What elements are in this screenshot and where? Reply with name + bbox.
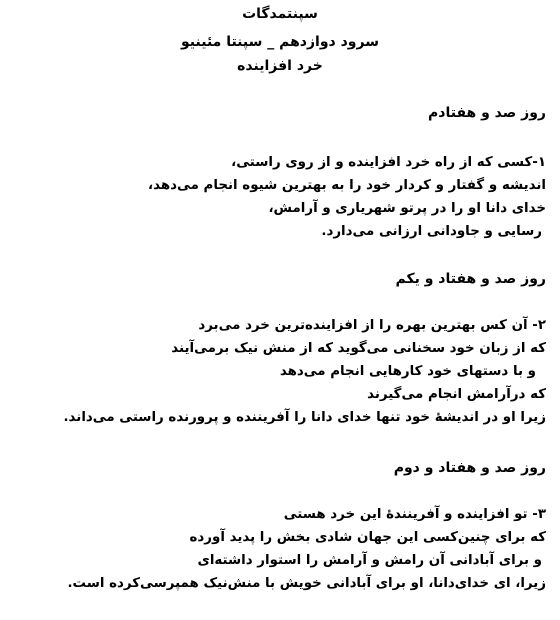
verse-line: خدای دانا او را در پرتو شهریاری و آرامش، [268, 201, 546, 216]
section-title-day-171: روز صد و هفتاد و یکم [395, 271, 546, 287]
chapter-subtitle: خرد افزاینده [237, 58, 323, 74]
verse-line: و برای آبادانی آن رامش و آرامش را استوار داشته‌ای [197, 553, 542, 568]
verse-line: رسایی و جاودانی ارزانی می‌دارد. [321, 224, 542, 239]
document-title: سپنتمدگات [242, 6, 318, 22]
verse-1 [8, 151, 546, 243]
verse-3 [8, 503, 546, 595]
verse-line: ۲- آن کس بهترین بهره را از افزاینده‌ترین خرد می‌برد [198, 318, 546, 333]
verse-line: زیرا او در اندیشهٔ خود تنها خدای دانا را آفریننده و پرورنده راستی می‌داند. [63, 410, 546, 425]
verse-2 [8, 314, 546, 429]
verse-line: که از زبان خود سخنانی می‌گوید که از منش نیک برمی‌آیند [171, 341, 546, 356]
verse-line: و با دستهای خود کارهایی انجام می‌دهد [279, 364, 536, 379]
verse-line: که درآرامش انجام می‌گیرند [367, 387, 546, 402]
section-title-day-172: روز صد و هفتاد و دوم [393, 460, 546, 476]
chapter-title: سرود دوازدهم _ سپنتا مئینیو [181, 34, 379, 50]
section-title-day-170: روز صد و هفتادم [428, 105, 546, 121]
verse-line: ۳- تو افزاینده و آفرینندهٔ این خرد هستی [283, 507, 546, 522]
verse-line: ۱-کسی که از راه خرد افزاینده و از روی راستی، [231, 155, 546, 170]
verse-line: که برای چنین‌کسی این جهان شادی بخش را پدید آورده [189, 530, 546, 545]
verse-line: اندیشه و گفتار و کردار خود را به بهترین شیوه انجام می‌دهد، [148, 178, 546, 193]
verse-line: زیرا، ای خدای‌دانا، او برای آبادانی خویش با منش‌نیک همپرسی‌کرده است. [67, 576, 546, 591]
